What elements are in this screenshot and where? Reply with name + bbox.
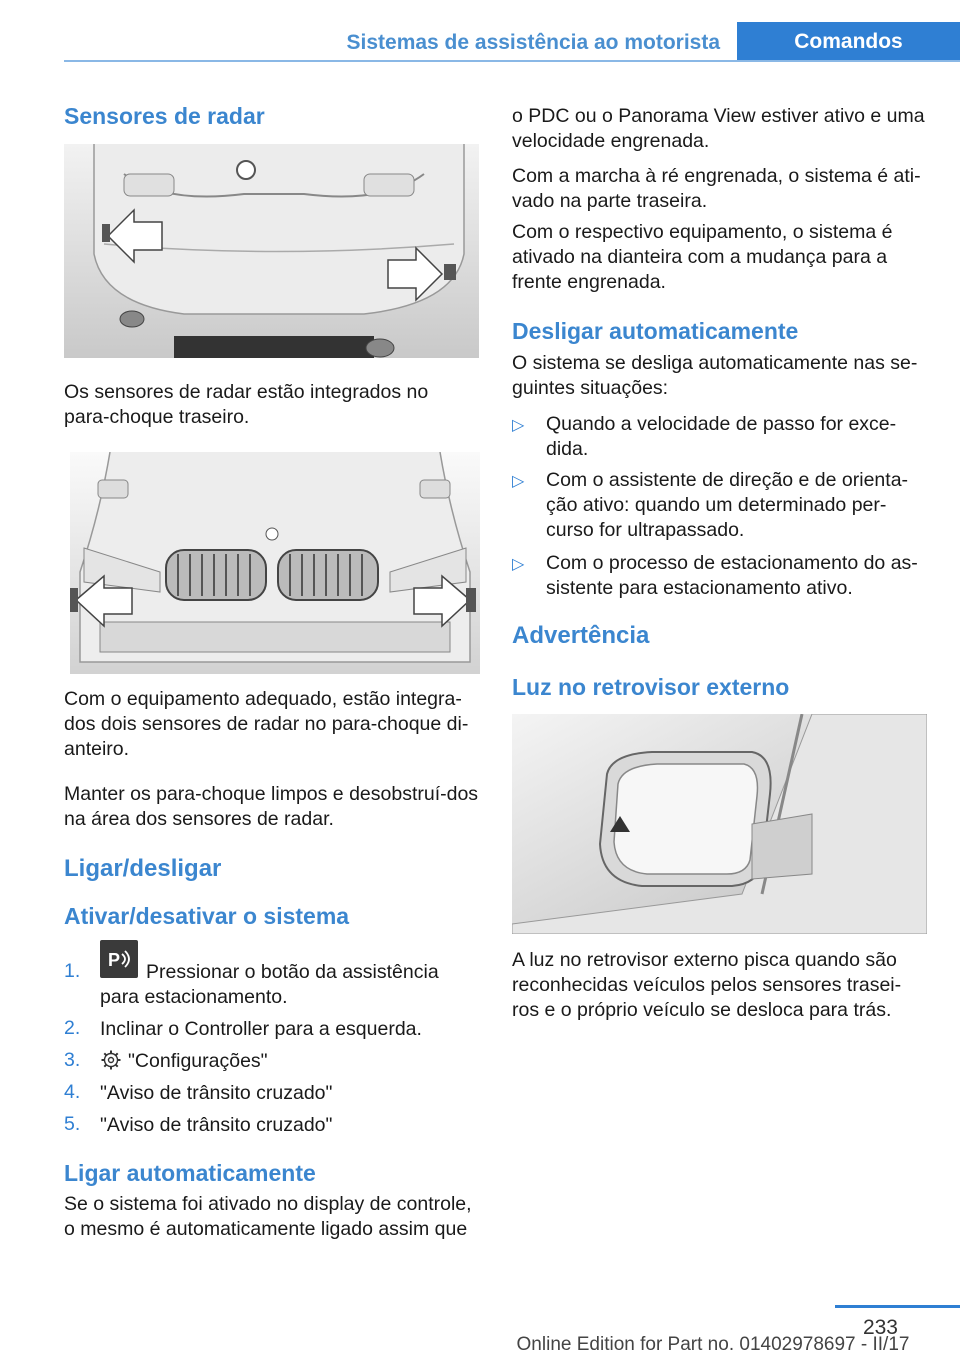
bullet-triangle-icon: ▷ (512, 556, 525, 573)
step-number: 3. (64, 1049, 81, 1071)
svg-text:P: P (108, 950, 121, 970)
list-item: Com o processo de estacionamento do as-sistente para estacionamento ativo. (546, 552, 918, 599)
rear-bumper-image (64, 144, 479, 358)
step-number: 2. (64, 1017, 81, 1039)
paragraph-clean-bumpers: Manter os para-choque limpos e desobstruí-dos na área dos sensores de radar. (64, 783, 479, 830)
heading-mirror-light: Luz no retrovisor externo (512, 674, 790, 700)
paragraph-continued: o PDC ou o Panorama View estiver ativo e uma velocidade engrenada. (512, 105, 925, 152)
header-section-title: Sistemas de assistência ao motorista (346, 31, 720, 54)
step-text: "Configurações" (128, 1050, 268, 1072)
footer-rule (835, 1305, 960, 1308)
bullet-triangle-icon: ▷ (512, 417, 525, 434)
bullet-triangle-icon: ▷ (512, 473, 525, 490)
heading-warning: Advertência (512, 622, 650, 649)
step-number: 4. (64, 1081, 81, 1103)
header-chapter-tab: Comandos (737, 22, 960, 62)
step-text: Inclinar o Controller para a esquerda. (100, 1018, 422, 1040)
list-item: Quando a velocidade de passo for exce-dida. (546, 413, 897, 460)
heading-activate-system: Ativar/desativar o sistema (64, 903, 350, 929)
page-number: 233 (862, 1316, 898, 1339)
side-mirror-image (512, 714, 927, 934)
header-rule (64, 60, 960, 62)
paragraph-reverse-gear: Com a marcha à ré engrenada, o sistema é ati-vado na parte traseira. (512, 165, 921, 212)
step-text: "Aviso de trânsito cruzado" (100, 1114, 333, 1136)
list-item: Com o assistente de direção e de orienta-ção ativo: quando um determinado per-curso for ultrapassado. (546, 469, 909, 541)
step-number: 5. (64, 1113, 81, 1135)
paragraph-mirror-light: A luz no retrovisor externo pisca quando são reconhecidas veículos pelos sensores trasei-ros e o próprio veículo se desloca para trás. (512, 949, 902, 1021)
front-bumper-image (70, 452, 480, 674)
step-text: Pressionar o botão da assistência para estacionamento. (100, 961, 439, 1008)
heading-auto-on: Ligar automaticamente (64, 1160, 316, 1186)
heading-radar-sensors: Sensores de radar (64, 103, 265, 129)
paragraph-rear-sensors: Os sensores de radar estão integrados no para-choque traseiro. (64, 381, 429, 428)
step-text: "Aviso de trânsito cruzado" (100, 1082, 333, 1104)
paragraph-front-sensors: Com o equipamento adequado, estão integra-dos dois sensores de radar no para-choque di-anteiro. (64, 688, 469, 760)
paragraph-auto-on: Se o sistema foi ativado no display de controle, o mesmo é automaticamente ligado assim que (64, 1193, 472, 1240)
gear-icon (100, 1049, 122, 1071)
paragraph-forward-gear: Com o respectivo equipamento, o sistema é ativado na dianteira com a mudança para a frente engrenada. (512, 221, 893, 293)
step-number: 1. (64, 960, 81, 982)
paragraph-auto-off: O sistema se desliga automaticamente nas se-guintes situações: (512, 352, 918, 399)
edition-footer: Online Edition for Part no. 01402978697 - II/17 (516, 1334, 910, 1355)
heading-on-off: Ligar/desligar (64, 855, 222, 882)
heading-auto-off: Desligar automaticamente (512, 318, 799, 344)
page-header (0, 0, 960, 62)
